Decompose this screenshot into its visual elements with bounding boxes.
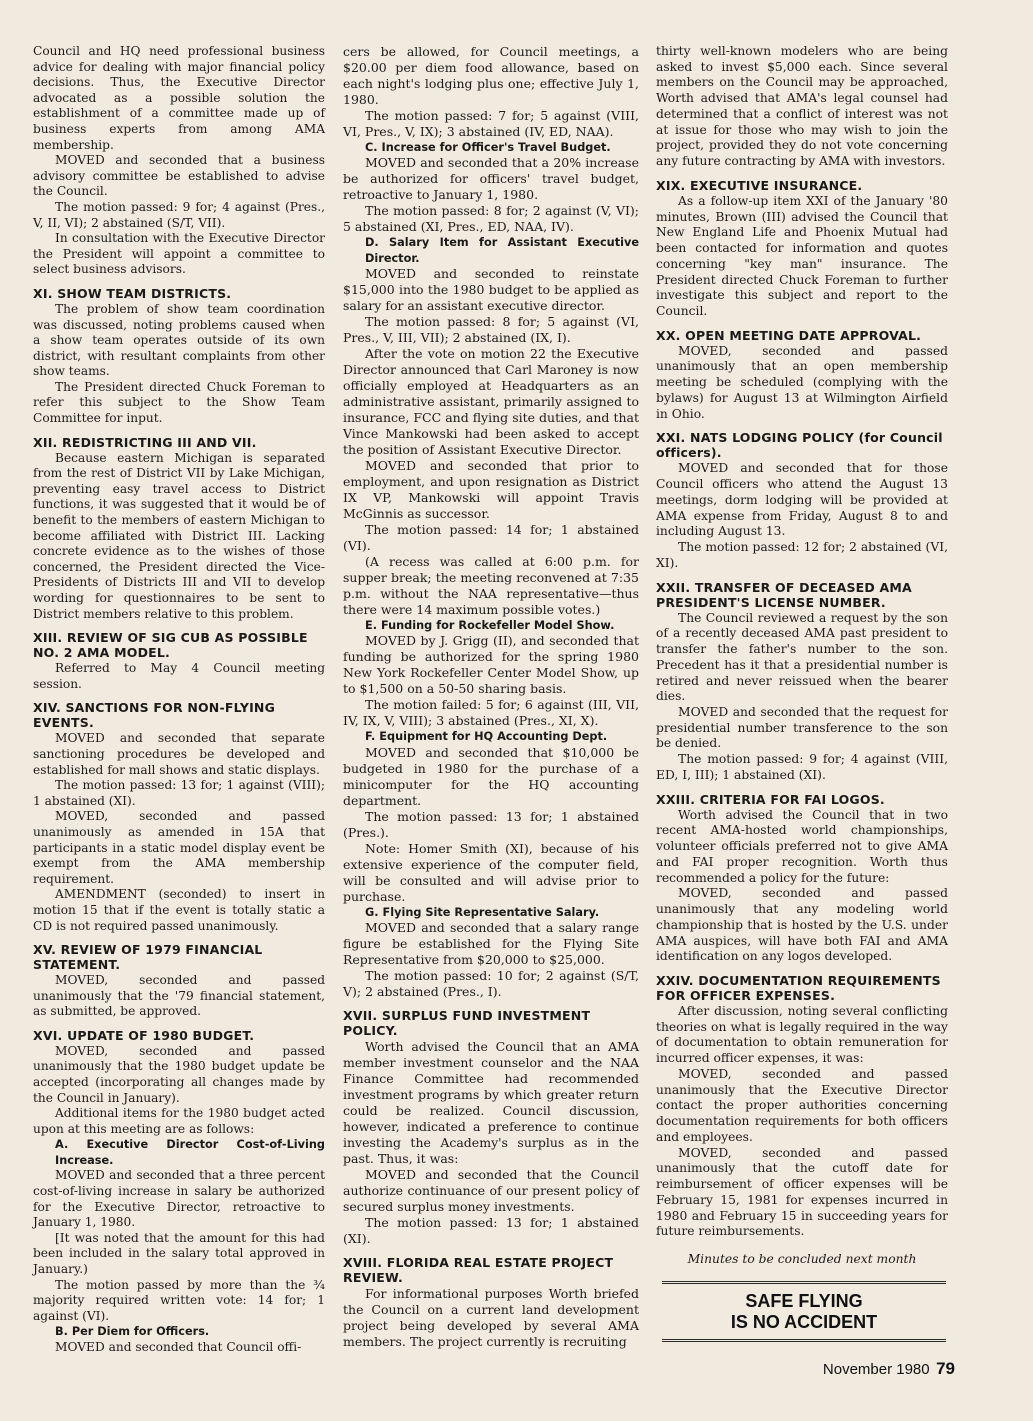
paragraph: MOVED and seconded that a salary range figure be established for the Flying Site Representative from $20,000 to $25,000. [343,920,639,968]
section-heading: XVI. UPDATE OF 1980 BUDGET. [33,1027,255,1043]
paragraph: MOVED and seconded that a three percent cost-of-living increase in salary be authorized for the Executive Director, retroactive to January 1, 1980. [33,1168,325,1230]
paragraph: The motion passed: 8 for; 5 against (VI, Pres., V, III, VII); 2 abstained (IX, I). [343,314,639,346]
paragraph: The motion passed: 13 for; 1 abstained (XI). [343,1214,639,1246]
paragraph: The Council reviewed a request by the son of a recently deceased AMA past president to transfer the father's number to the son. Precedent has it that a presidential number is retired and never reissued when the bearer dies. [656,610,948,704]
page-footer [823,1359,955,1379]
paragraph: thirty well-known modelers who are being asked to invest $5,000 each. Since several members on the Council may be approached, Worth advised that AMA's legal counsel had determined that a conflict of interest was not at issue for those who may wish to join the project, provided they do not vote concerning any future contracting by AMA with investors. [656,44,948,169]
issue-date: November 1980 [822,1361,930,1378]
section-heading: XXIII. CRITERIA FOR FAI LOGOS. [656,791,885,807]
paragraph: Note: Homer Smith (XI), because of his extensive experience of the computer field, will be consulted and will advise prior to purchase. [343,840,639,904]
paragraph: The motion passed: 9 for; 4 against (VIII, ED, I, III); 1 abstained (XI). [656,752,948,782]
paragraph: The motion passed: 13 for; 1 abstained (Pres.). [343,808,639,840]
section-heading: XVII. SURPLUS FUND INVESTMENT POLICY. [343,1008,591,1039]
section-heading: XII. REDISTRICTING III AND VII. [33,434,257,450]
section-heading: XVIII. FLORIDA REAL ESTATE PROJECT REVIEW. [343,1254,614,1285]
paragraph: (A recess was called at 6:00 p.m. for supper break; the meeting reconvened at 7:35 p.m. without the NAA representative—thus there were 14 maximum possible votes.) [343,554,639,617]
promo-line: SAFE FLYING [745,1291,863,1311]
subsection-heading: A. Executive Director Cost-of-Living Increase. [55,1138,325,1167]
paragraph: The motion passed by more than the ¾ majority required written vote: 14 for; 1 against (VI). [33,1277,325,1323]
paragraph: MOVED, seconded and passed unanimously as amended in 15A that participants in a static model display event be exempt from the AMA membership requirement. [33,809,325,886]
paragraph: MOVED, seconded and passed unanimously that the Executive Director contact the proper authorities concerning documentation requirements for both officers and employees. [656,1066,948,1144]
paragraph: For informational purposes Worth briefed the Council on a current land development project being developed by several AMA members. The project currently is recruiting [343,1285,639,1349]
paragraph: As a follow-up item XXI of the January '80 minutes, Brown (III) advised the Council that New England Life and Phoenix Mutual had been contacted for information and quotes concerning "key man" insurance. The President directed Chuck Foreman to further investigate this subject and report to the Council. [656,193,948,319]
paragraph: cers be allowed, for Council meetings, a $20.00 per diem food allowance, based on each night's lodging plus one; effective July 1, 1980. [343,44,639,107]
paragraph: Referred to May 4 Council meeting session. [33,661,325,691]
subsection-heading: F. Equipment for HQ Accounting Dept. [365,730,608,744]
paragraph: After the vote on motion 22 the Executive Director announced that Carl Maroney is now officially employed at Headquarters as an administrative assistant, primarily assigned to insurance, FCC and flying site duties, and that Vince Mankowski had been asked to accept the position of Assistant Executive Director. [343,346,639,458]
paragraph: The motion passed: 14 for; 1 abstained (VI). [343,522,639,554]
section-heading: XXII. TRANSFER OF DECEASED AMA PRESIDENT'S LICENSE NUMBER. [656,579,912,610]
column-right [656,44,948,1268]
paragraph: MOVED, seconded and passed unanimously that an open membership meeting be scheduled (complying with the bylaws) for August 13 at Wilmington Airfield in Ohio. [656,343,948,421]
paragraph: The problem of show team coordination was discussed, noting problems caused when a show team operates outside of its own district, with resultant complaints from other show teams. [33,301,325,379]
paragraph: The motion passed: 9 for; 4 against (Pres., V, II, VI); 2 abstained (S/T, VII). [33,199,325,230]
promo-line: IS NO ACCIDENT [730,1312,878,1332]
paragraph: The motion passed: 12 for; 2 abstained (VI, XI). [656,540,948,570]
paragraph: [It was noted that the amount for this had been included in the salary total approved in January.) [33,1230,325,1276]
paragraph: MOVED and seconded to reinstate $15,000 into the 1980 budget to be applied as salary for an assistant executive director. [343,266,639,314]
paragraph: MOVED and seconded that prior to employment, and upon resignation as District IX VP, Mankowski will appoint Travis McGinnis as successor. [343,458,639,522]
paragraph: AMENDMENT (seconded) to insert in motion 15 that if the event is totally static a CD is not required passed unanimously. [33,887,325,933]
paragraph: The motion passed: 13 for; 1 against (VIII); 1 abstained (XI). [33,778,325,808]
paragraph: The motion passed: 8 for; 2 against (V, VI); 5 abstained (XI, Pres., ED, NAA, IV). [343,203,639,235]
section-heading: XX. OPEN MEETING DATE APPROVAL. [656,327,922,343]
paragraph: The motion failed: 5 for; 6 against (III, VII, IV, IX, V, VIII); 3 abstained (Pres., XI, X). [343,697,639,729]
subsection-heading: C. Increase for Officer's Travel Budget. [365,140,611,154]
subsection-heading: G. Flying Site Representative Salary. [365,905,600,919]
paragraph: MOVED and seconded that a business advisory committee be established to advise the Council. [33,153,325,199]
section-heading: XXIV. DOCUMENTATION REQUIREMENTS FOR OFFICER EXPENSES. [656,972,941,1003]
paragraph: Additional items for the 1980 budget acted upon at this meeting are as follows: [33,1106,325,1136]
paragraph: The motion passed: 7 for; 5 against (VIII, VI, Pres., V, IX); 3 abstained (IV, ED, NAA). [343,107,639,139]
paragraph: After discussion, noting several conflicting theories on what is legally required in the way of documentation to obtain remuneration for incurred officer expenses, it was: [656,1003,948,1066]
paragraph: MOVED and seconded that a 20% increase be authorized for officers' travel budget, retroactive to January 1, 1980. [343,155,639,203]
paragraph: MOVED by J. Grigg (II), and seconded that funding be authorized for the spring 1980 New York Rockefeller Center Model Show, up to $1,500 on a 50-50 sharing basis. [343,633,639,697]
paragraph: MOVED, seconded and passed unanimously that the '79 financial statement, as submitted, be approved. [33,973,325,1019]
section-heading: XI. SHOW TEAM DISTRICTS. [33,285,232,301]
section-heading: XIII. REVIEW OF SIG CUB AS POSSIBLE NO. 2 AMA MODEL. [33,630,308,661]
column-middle [343,44,639,1350]
paragraph: MOVED and seconded that separate sanctioning procedures be developed and established for mall shows and static displays. [33,731,325,777]
paragraph: Worth advised the Council that an AMA member investment counselor and the NAA Finance Committee had recommended investment programs by which greater return could be realized. Council discussion, however, indicated a preference to continue investing the Academy's surplus as in the past. Thus, it was: [343,1039,639,1167]
subsection-heading: E. Funding for Rockefeller Model Show. [365,618,615,632]
paragraph: Worth advised the Council that in two recent AMA-hosted world championships, volunteer officials preferred not to give AMA and FAI proper recognition. Worth thus recommended a policy for the future: [656,807,948,885]
paragraph: MOVED and seconded that for those Council officers who attend the August 13 meetings, dorm lodging will be provided at AMA expense from Friday, August 8 to and including August 13. [656,461,948,539]
section-heading: XXI. NATS LODGING POLICY (for Council officers). [656,430,943,461]
paragraph: In consultation with the Executive Director the President will appoint a committee to select business advisors. [33,231,325,277]
section-heading: XIX. EXECUTIVE INSURANCE. [656,177,863,193]
paragraph: The motion passed: 10 for; 2 against (S/T, V); 2 abstained (Pres., I). [343,968,639,1000]
section-heading: XIV. SANCTIONS FOR NON-FLYING EVENTS. [33,700,276,731]
safe-flying-box [662,1281,946,1342]
paragraph: MOVED and seconded that $10,000 be budgeted in 1980 for the purchase of a minicomputer for the HQ accounting department. [343,744,639,808]
section-heading: XV. REVIEW OF 1979 FINANCIAL STATEMENT. [33,942,263,973]
paragraph: MOVED, seconded and passed unanimously that any modeling world championship that is hosted by the U.S. under AMA auspices, will have both FAI and AMA identification on any logos developed. [656,886,948,964]
subsection-heading: B. Per Diem for Officers. [55,1325,210,1339]
paragraph: Council and HQ need professional business advice for dealing with major financial policy decisions. Thus, the Executive Director advocated as a possible solution the establishment of a committee made up of business experts from among AMA membership. [33,44,325,152]
paragraph: MOVED, seconded and passed unanimously that the cutoff date for reimbursement of officer expenses will be February 15, 1981 for expenses incurred in 1980 and February 15 in succeeding years for future reimbursements. [656,1145,948,1239]
paragraph: MOVED and seconded that Council offi- [55,1339,302,1354]
paragraph: MOVED and seconded that the Council authorize continuance of our present policy of secured surplus money investments. [343,1167,639,1214]
continuation-note: Minutes to be concluded next month [687,1252,917,1266]
paragraph: Because eastern Michigan is separated from the rest of District VII by Lake Michigan, preventing easy travel access to District functions, it was suggested that it would be of benefit to the members of eastern Michigan to become affiliated with District III. Lacking concrete evidence as to the wishes of those concerned, the President directed the Vice-Presidents of Districts III and VII to develop wording for questionnaires to be sent to District members relative to this problem. [33,450,325,621]
paragraph: The President directed Chuck Foreman to refer this subject to the Show Team Committee for input. [33,379,325,426]
paragraph: MOVED and seconded that the request for presidential number transference to the son be denied. [656,704,948,751]
subsection-heading: D. Salary Item for Assistant Executive Director. [365,236,639,265]
page-number: 79 [936,1359,955,1378]
column-left [33,44,325,1355]
paragraph: MOVED, seconded and passed unanimously that the 1980 budget update be accepted (incorporating all changes made by the Council in January). [33,1043,325,1105]
